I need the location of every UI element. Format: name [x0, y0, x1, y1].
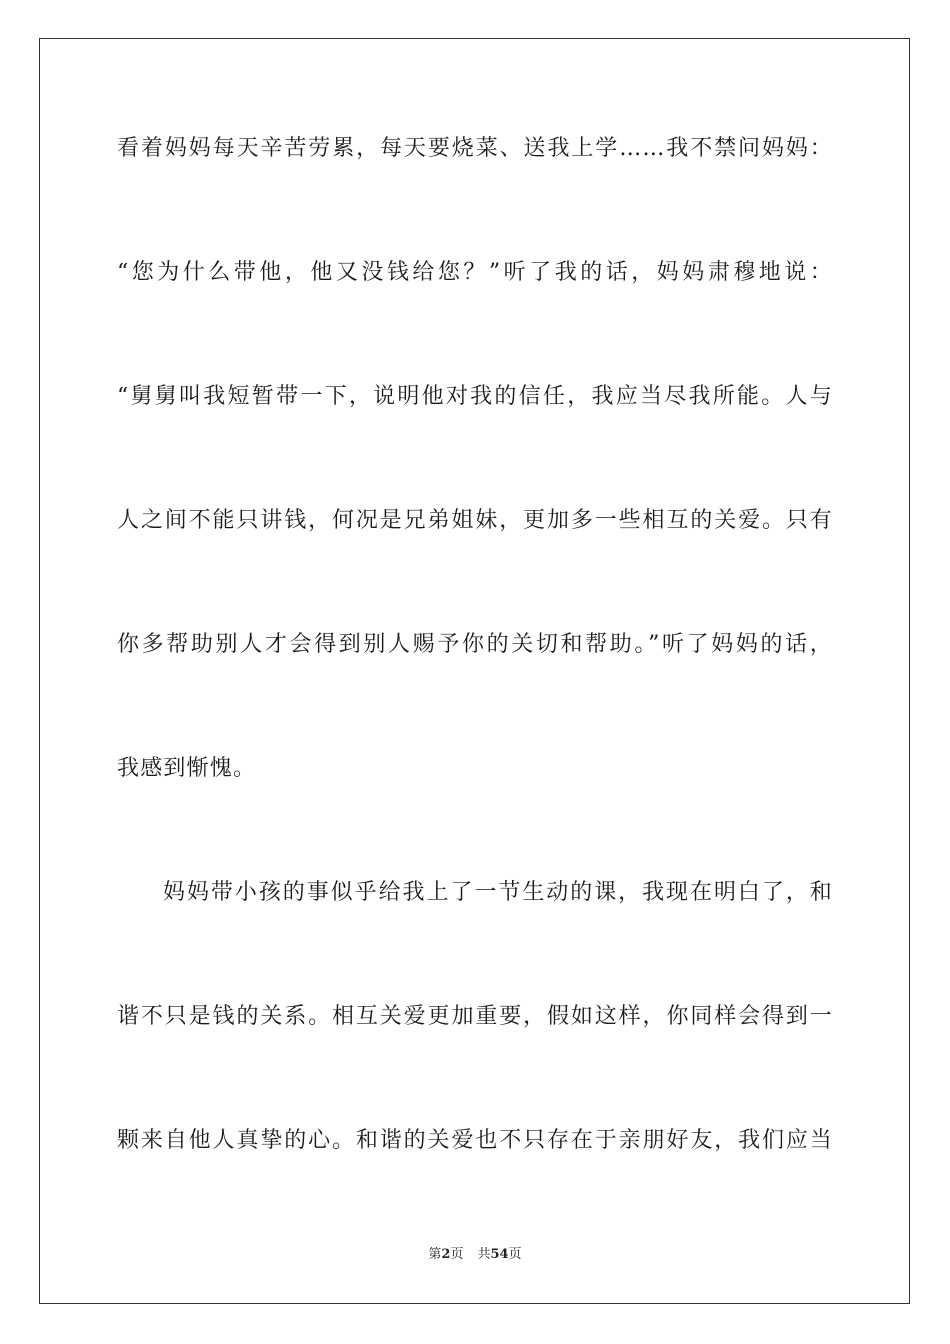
paragraph-line-1: 看着妈妈每天辛苦劳累，每天要烧菜、送我上学……我不禁问妈妈： [117, 136, 833, 161]
page-prefix: 第 [428, 1247, 442, 1262]
page-border [39, 38, 910, 1304]
paragraph-line-3: “舅舅叫我短暂带一下，说明他对我的信任，我应当尽我所能。人与 [117, 384, 833, 409]
page-suffix: 页 [450, 1247, 464, 1262]
total-prefix: 共 [477, 1247, 491, 1262]
page-number: 2 [441, 1247, 451, 1262]
paragraph-line-2: “您为什么带他，他又没钱给您？”听了我的话，妈妈肃穆地说： [117, 260, 833, 285]
paragraph-line-8: 谐不只是钱的关系。相互关爱更加重要，假如这样，你同样会得到一 [117, 1004, 833, 1029]
paragraph-line-7: 妈妈带小孩的事似乎给我上了一节生动的课，我现在明白了，和 [163, 880, 833, 905]
paragraph-line-6: 我感到惭愧。 [117, 756, 257, 781]
paragraph-line-9: 颗来自他人真挚的心。和谐的关爱也不只存在于亲朋好友，我们应当 [117, 1128, 833, 1153]
page-footer [0, 1246, 950, 1264]
paragraph-line-5: 你多帮助别人才会得到别人赐予你的关切和帮助。”听了妈妈的话， [117, 632, 833, 657]
paragraph-line-4: 人之间不能只讲钱，何况是兄弟姐妹，更加多一些相互的关爱。只有 [117, 508, 833, 533]
total-pages: 54 [490, 1247, 509, 1262]
total-suffix: 页 [508, 1247, 522, 1262]
